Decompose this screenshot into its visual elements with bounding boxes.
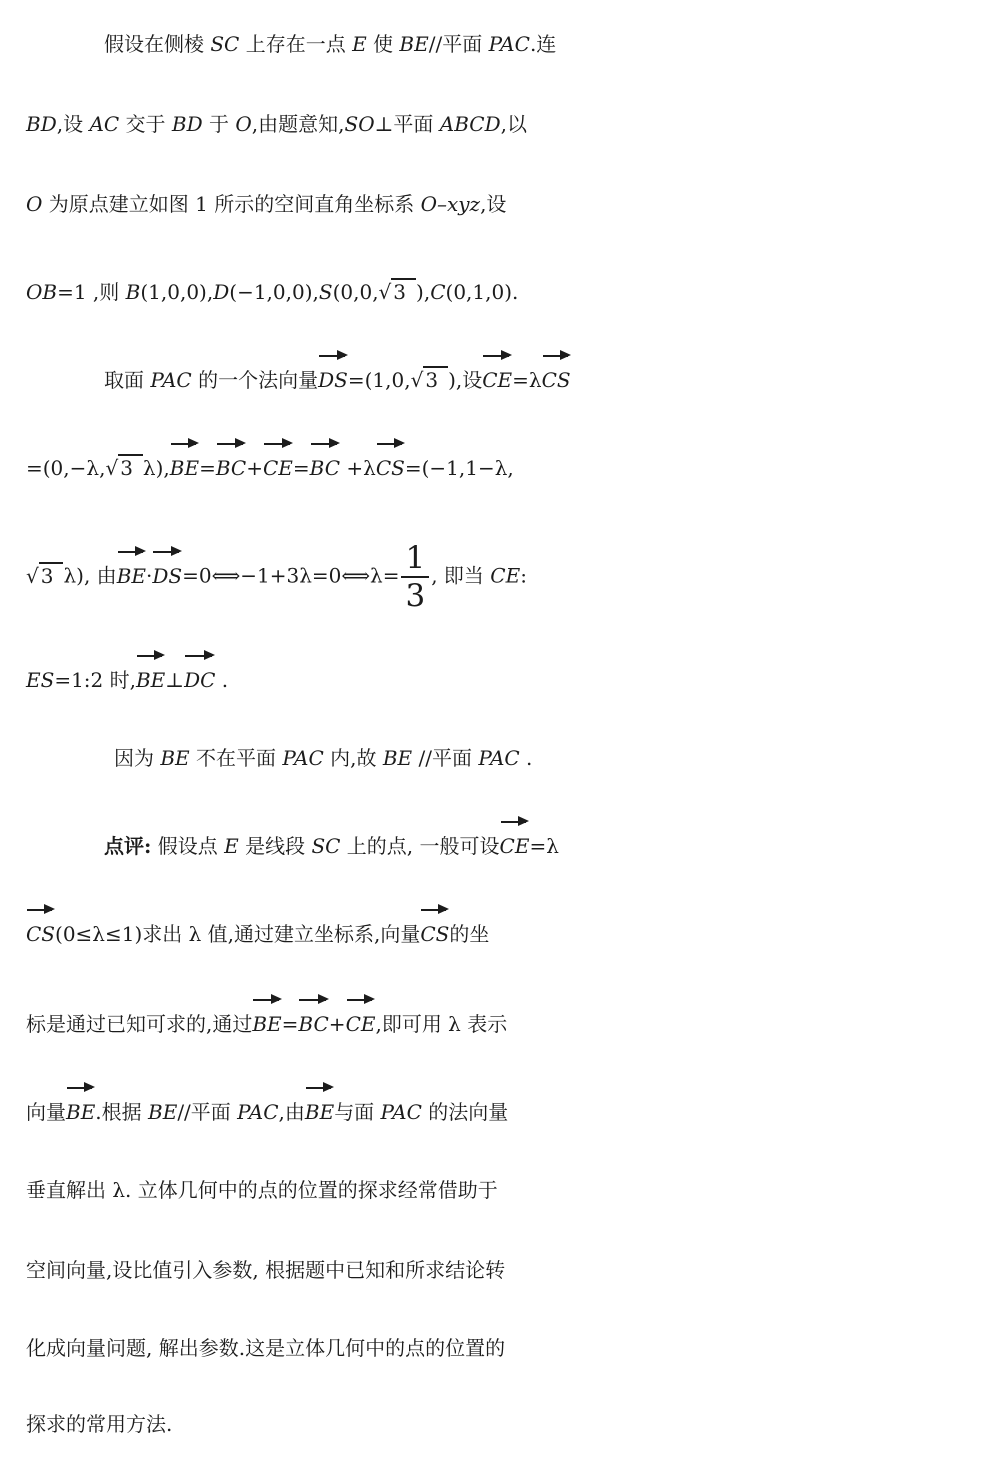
text: =(−1,1−λ, (404, 456, 514, 480)
text: ,以 (500, 112, 527, 136)
text: . (215, 668, 229, 692)
denominator: 3 (405, 578, 426, 614)
text: , 即当 (431, 563, 491, 588)
vector: BE (136, 656, 165, 704)
vector: BC (298, 1000, 328, 1048)
text: 假设点 (151, 834, 225, 858)
sqrt (105, 444, 142, 492)
numerator: 1 (401, 540, 429, 578)
vector: CS (376, 444, 405, 492)
vector: CE (263, 444, 293, 492)
text: ), (416, 280, 431, 304)
math-var: E (224, 834, 239, 858)
math-var: BE (160, 746, 190, 770)
text: .根据 (95, 1100, 149, 1124)
text: 向量 (26, 1100, 66, 1124)
radicand: 3 (39, 562, 64, 588)
text: 交于 (119, 112, 172, 136)
text: 与面 (334, 1100, 381, 1124)
math-var: PAC (237, 1100, 279, 1124)
fraction (401, 540, 429, 614)
text: =λ (512, 368, 542, 392)
math-var: E (352, 32, 367, 56)
p1-line3 (26, 180, 1002, 228)
text: 内,故 (323, 746, 383, 770)
math-var: O–xyz (420, 192, 481, 216)
math-var: SC (311, 834, 341, 858)
p1-line1 (104, 20, 1002, 68)
text: (1,0,0), (140, 280, 214, 304)
text: //平面 (412, 746, 479, 770)
math-var: O (26, 192, 43, 216)
math-var: PAC (478, 746, 520, 770)
text: 因为 (114, 746, 161, 770)
p3-line1 (114, 734, 1002, 782)
comment-label: 点评: (104, 834, 152, 858)
text: λ), (142, 456, 170, 480)
math-var: S (318, 280, 333, 304)
text: + (246, 456, 263, 480)
math-var: OB (26, 280, 58, 304)
p4-line3 (26, 1000, 1002, 1048)
math-var: D (213, 280, 230, 304)
radical-sign: √ (410, 368, 424, 392)
vector: DC (184, 656, 215, 704)
text: + (328, 1012, 346, 1036)
math-var: ABCD (439, 112, 501, 136)
p2-line4 (26, 656, 1002, 704)
text: 假设在侧棱 (104, 32, 211, 56)
text: =0⟺−1+3λ=0⟺λ= (182, 563, 400, 588)
math-var: BE (382, 746, 413, 770)
vector: CS (542, 356, 571, 404)
vector: DS (152, 552, 182, 600)
math-var: SC (210, 32, 240, 56)
text: 化成向量问题, 解出参数.这是立体几何中的点的位置的 (26, 1336, 506, 1360)
text: 空间向量,设比值引入参数, 根据题中已知和所求结论转 (26, 1258, 506, 1282)
radicand: 3 (118, 454, 143, 480)
p4-line5 (26, 1166, 1002, 1214)
vector: BC (310, 444, 340, 492)
math-var: C (430, 280, 446, 304)
math-var: BE (399, 32, 429, 56)
radicand: 3 (391, 278, 416, 304)
vector: CS (420, 910, 449, 958)
math-var: SO (344, 112, 375, 136)
p4-line7 (26, 1324, 1002, 1372)
radical-sign: √ (378, 280, 392, 304)
text: = (199, 456, 216, 480)
sqrt (379, 268, 416, 316)
math-var: PAC (488, 32, 530, 56)
radicand: 3 (423, 366, 448, 392)
p1-line4 (26, 268, 1002, 316)
radical-sign: √ (105, 456, 119, 480)
math-var: BD (26, 112, 57, 136)
text: .连 (529, 32, 557, 56)
p4-line4 (26, 1088, 1002, 1136)
p4-line2 (26, 910, 1002, 958)
math-var: BD (171, 112, 203, 136)
text: ,即可用 λ 表示 (375, 1012, 508, 1036)
math-var: PAC (150, 368, 192, 392)
text: (−1,0,0), (229, 280, 319, 304)
vector: DS (318, 356, 348, 404)
text: 探求的常用方法. (26, 1412, 173, 1436)
p4-line6 (26, 1246, 1002, 1294)
text: λ), 由 (63, 563, 117, 588)
text: 标是通过已知可求的,通过 (26, 1012, 253, 1036)
vector: CS (26, 910, 55, 958)
text: ⊥平面 (374, 112, 440, 136)
text: ),设 (448, 368, 483, 392)
text: //平面 (177, 1100, 238, 1124)
text: ,由题意知, (251, 112, 345, 136)
text: 的法向量 (421, 1100, 509, 1124)
text: : (520, 563, 527, 588)
vector: BE (252, 1000, 281, 1048)
p2-line3 (26, 540, 1002, 614)
text: ⊥ (165, 668, 185, 692)
text: =(1,0, (347, 368, 411, 392)
text: = (281, 1012, 299, 1036)
text: 为原点建立如图 1 所示的空间直角坐标系 (42, 192, 421, 216)
text: · (145, 563, 153, 588)
text: 上存在一点 (239, 32, 353, 56)
p1-line2 (26, 100, 1002, 148)
text: =λ (529, 834, 559, 858)
vector: CE (346, 1000, 376, 1048)
math-var: PAC (282, 746, 324, 770)
text: 不在平面 (189, 746, 283, 770)
text: 上的点, 一般可设 (340, 834, 500, 858)
math-var: O (235, 112, 252, 136)
text: = (292, 456, 310, 480)
text: 的坐 (449, 922, 490, 946)
text: ,由 (278, 1100, 305, 1124)
vector: BC (216, 444, 246, 492)
text: . (519, 746, 533, 770)
math-var: PAC (380, 1100, 422, 1124)
text: 是线段 (238, 834, 312, 858)
text: //平面 (428, 32, 489, 56)
math-var: AC (89, 112, 120, 136)
radical-sign: √ (26, 563, 39, 588)
text: 垂直解出 λ. 立体几何中的点的位置的探求经常借助于 (26, 1178, 498, 1202)
text: 使 (366, 32, 400, 56)
text: 的一个法向量 (191, 368, 319, 392)
vector: CE (500, 822, 530, 870)
p4-line8 (26, 1400, 1002, 1448)
p2-line1 (104, 356, 1002, 404)
text: (0≤λ≤1)求出 λ 值,通过建立坐标系,向量 (55, 922, 421, 946)
text: 于 (202, 112, 236, 136)
p4-line1 (104, 822, 1002, 870)
text: (0,0, (332, 280, 379, 304)
text: =1:2 时, (54, 668, 136, 692)
vector: BE (117, 552, 146, 600)
text: ,设 (56, 112, 90, 136)
vector: BE (170, 444, 199, 492)
vector: BE (66, 1088, 95, 1136)
math-var: ES (26, 668, 55, 692)
sqrt (411, 356, 448, 404)
text: ,设 (480, 192, 507, 216)
math-var: CE (490, 563, 521, 588)
vector: CE (482, 356, 512, 404)
math-var: BE (148, 1100, 178, 1124)
text: 取面 (104, 368, 151, 392)
sqrt (26, 552, 63, 600)
math-var: B (125, 280, 141, 304)
text: (0,1,0). (445, 280, 519, 304)
text: =(0,−λ, (26, 456, 106, 480)
text: +λ (340, 456, 376, 480)
p2-line2 (26, 444, 1002, 492)
text: =1 ,则 (57, 280, 126, 304)
vector: BE (305, 1088, 334, 1136)
